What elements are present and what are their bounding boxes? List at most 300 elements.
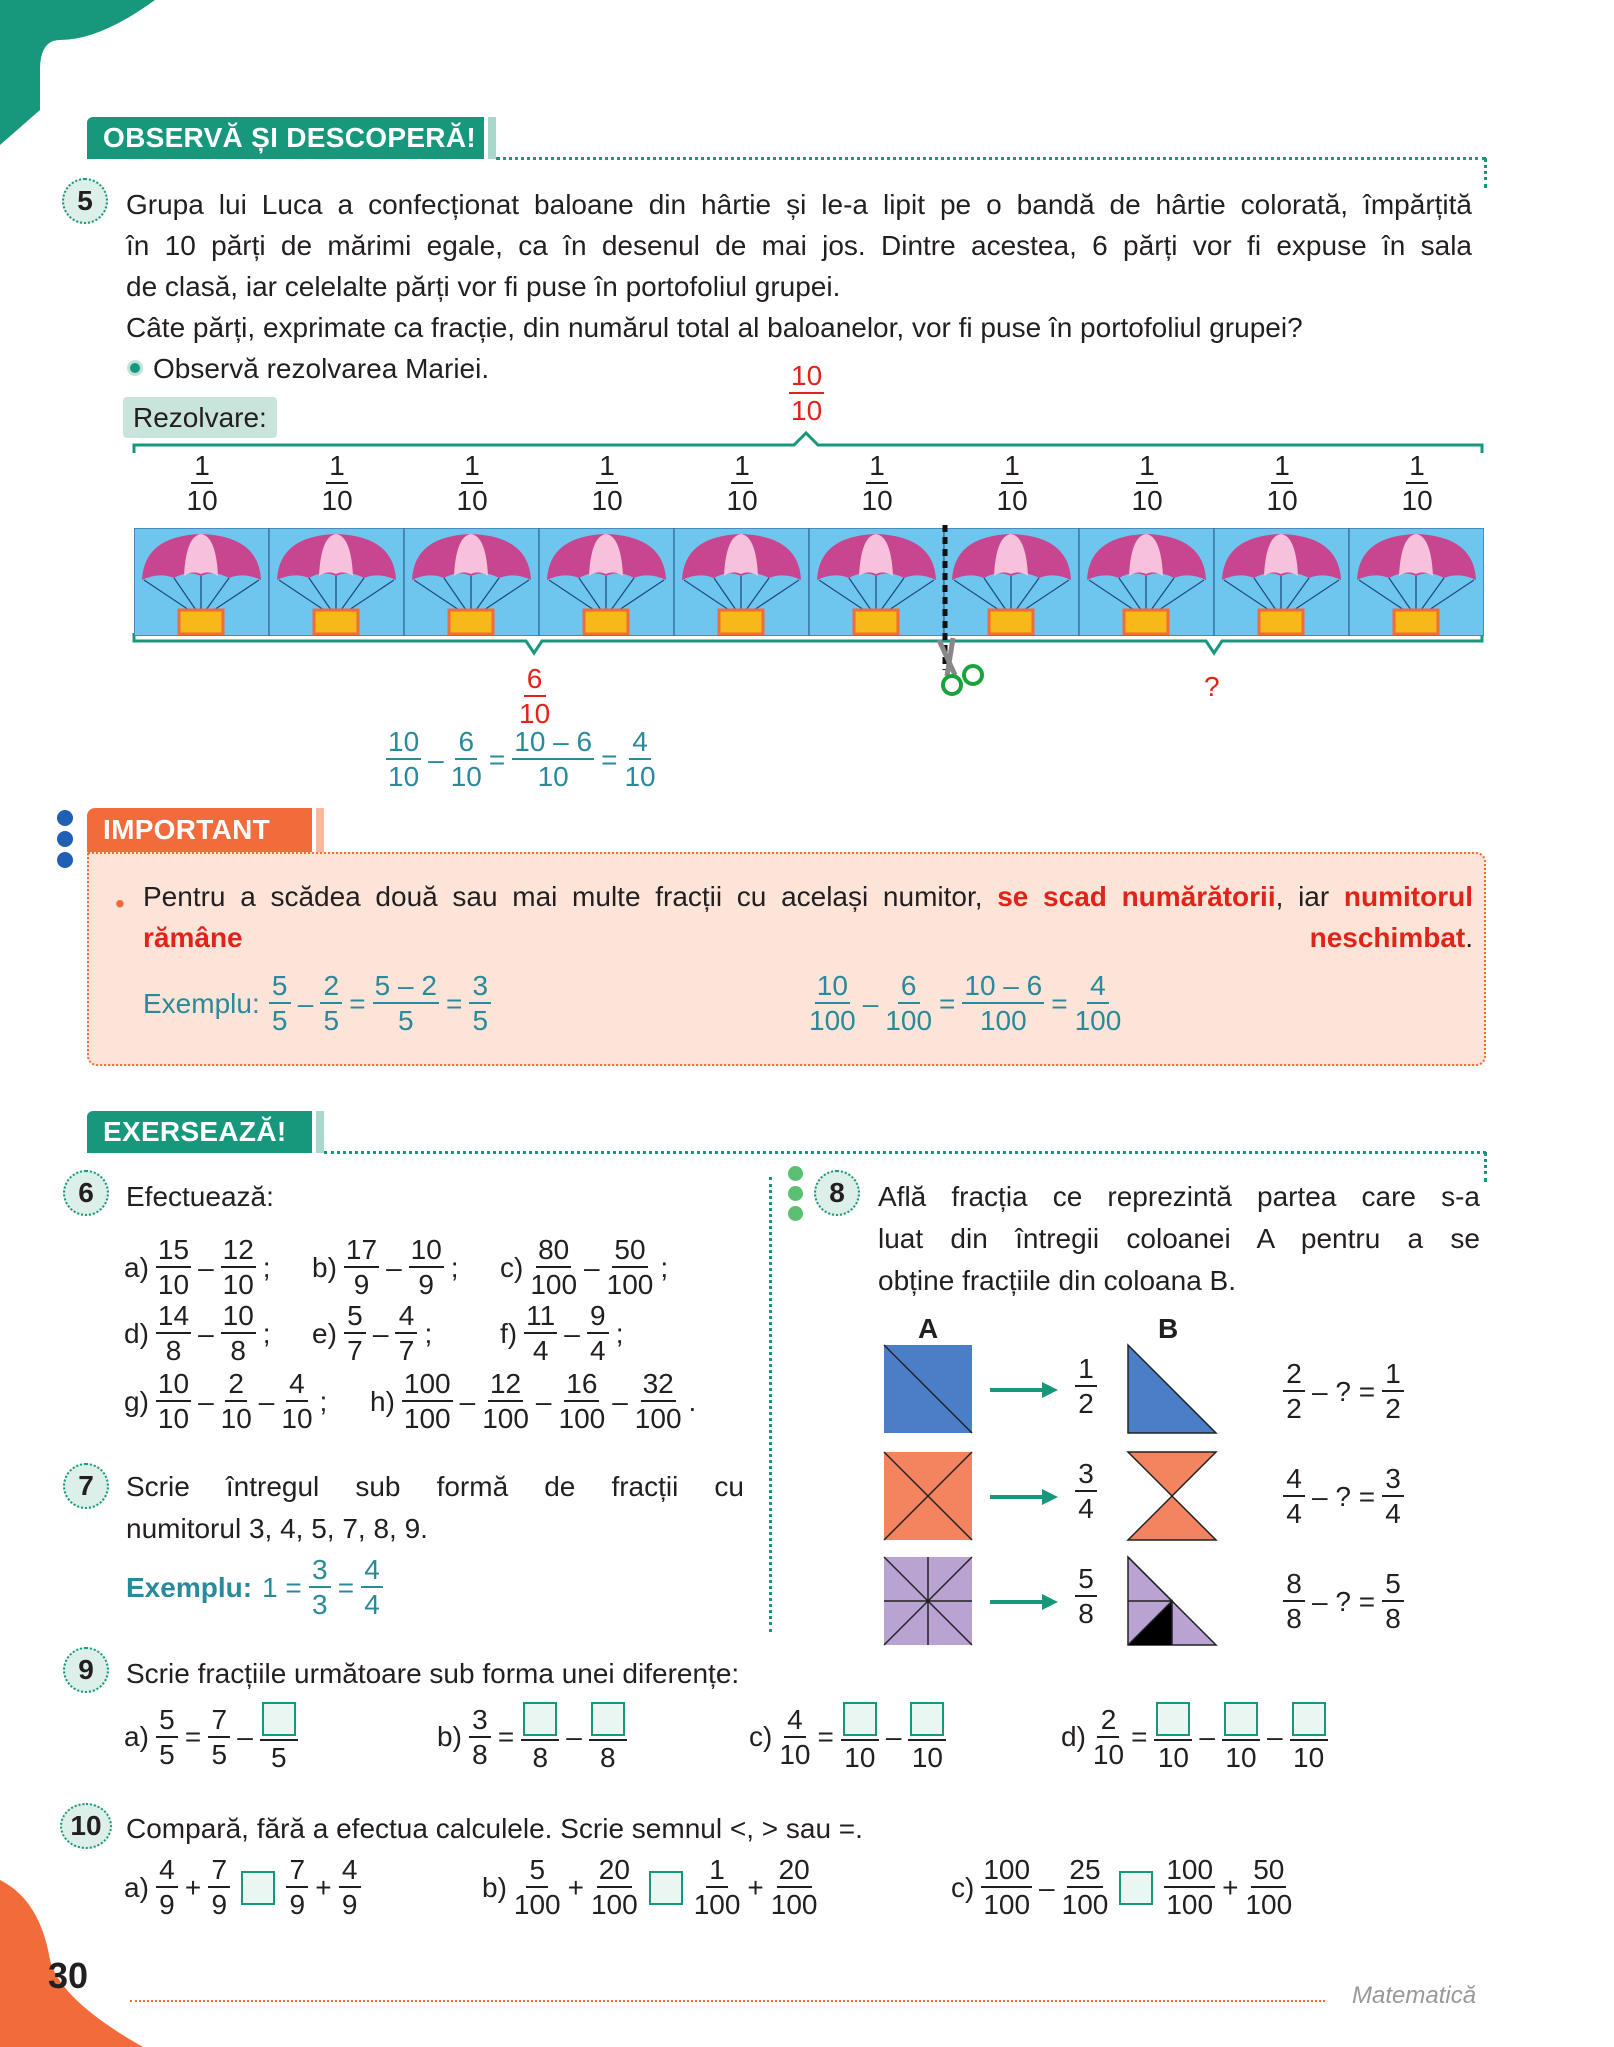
numerator: 1 bbox=[1271, 452, 1293, 484]
fraction bbox=[221, 1302, 256, 1365]
operator: = bbox=[445, 987, 463, 1019]
column-divider bbox=[769, 1177, 772, 1632]
operator: – bbox=[564, 1317, 580, 1349]
p9-item-b bbox=[437, 1702, 630, 1772]
operator: + bbox=[315, 1871, 332, 1903]
fraction bbox=[1267, 452, 1298, 515]
p10-title: Compară, fără a efectua calculele. Scrie semnul <, > sau =. bbox=[126, 1813, 863, 1844]
numerator: 12 bbox=[488, 1370, 523, 1402]
fraction bbox=[841, 1702, 879, 1772]
operator: – bbox=[584, 1251, 600, 1283]
numerator: 6 bbox=[898, 972, 920, 1004]
balloon-band bbox=[134, 528, 1484, 636]
fraction bbox=[309, 1556, 331, 1619]
denominator: 4 bbox=[1385, 1498, 1401, 1529]
numerator: 3 bbox=[309, 1556, 331, 1588]
denominator: 8 bbox=[165, 1335, 182, 1366]
fraction bbox=[286, 1856, 308, 1919]
denominator: 2 bbox=[1385, 1393, 1401, 1424]
p8-line: Află fracția ce reprezintă partea care s-a bbox=[878, 1181, 1480, 1212]
fraction bbox=[592, 452, 623, 515]
part-fraction bbox=[1264, 452, 1301, 515]
denominator: 100 bbox=[1245, 1889, 1293, 1920]
p8-equation-1 bbox=[1280, 1360, 1407, 1423]
numerator: 3 bbox=[469, 972, 491, 1004]
column-b-label: B bbox=[1158, 1313, 1179, 1344]
fraction bbox=[635, 1370, 682, 1433]
operator: ; bbox=[615, 1317, 624, 1349]
denominator: 10 bbox=[1266, 485, 1298, 516]
denominator: 10 bbox=[222, 1269, 254, 1300]
denominator: 10 bbox=[791, 395, 823, 426]
operator: ; bbox=[450, 1251, 459, 1283]
answer-box[interactable] bbox=[1156, 1702, 1190, 1736]
dots-icon bbox=[788, 1166, 803, 1221]
answer-box[interactable] bbox=[649, 1871, 683, 1905]
numerator: 25 bbox=[1067, 1856, 1102, 1888]
denominator: 8 bbox=[230, 1335, 246, 1366]
denominator: 10 bbox=[624, 761, 656, 792]
fraction bbox=[624, 728, 655, 791]
numerator: 1 bbox=[706, 1856, 728, 1888]
operator: – bbox=[459, 1385, 476, 1417]
fraction bbox=[208, 1856, 230, 1919]
p7-line: numitorul 3, 4, 5, 7, 8, 9. bbox=[126, 1513, 428, 1544]
operator: – bbox=[566, 1721, 582, 1752]
fraction bbox=[156, 1236, 191, 1299]
numerator: 11 bbox=[524, 1302, 557, 1334]
total-fraction bbox=[786, 362, 827, 425]
numerator: 1 bbox=[461, 452, 483, 484]
denominator: 5 bbox=[271, 1742, 287, 1773]
fraction bbox=[1132, 452, 1163, 515]
operator: – bbox=[535, 1385, 552, 1417]
fraction bbox=[1245, 1856, 1292, 1919]
denominator: 10 bbox=[861, 485, 893, 516]
fraction bbox=[591, 1856, 638, 1919]
operator: – bbox=[612, 1385, 628, 1417]
p9-item-a bbox=[124, 1702, 301, 1772]
fraction bbox=[589, 1702, 627, 1772]
numerator: 10 bbox=[386, 728, 421, 760]
denominator: 7 bbox=[347, 1335, 363, 1366]
answer-box[interactable] bbox=[241, 1871, 275, 1905]
rule-text bbox=[143, 876, 1473, 958]
denominator: 9 bbox=[289, 1889, 306, 1920]
fraction bbox=[469, 972, 491, 1035]
p6-item-b bbox=[312, 1236, 463, 1299]
item-label: a) bbox=[124, 1251, 149, 1283]
denominator: 10 bbox=[388, 761, 420, 792]
numerator: 5 – 2 bbox=[373, 972, 439, 1004]
operator: – ? = bbox=[1312, 1375, 1376, 1407]
numerator: 2 bbox=[1097, 1706, 1119, 1738]
scissors-icon bbox=[925, 520, 1005, 700]
part-fraction bbox=[724, 452, 761, 515]
numerator: 1 bbox=[1075, 1355, 1097, 1387]
answer-box[interactable] bbox=[523, 1702, 557, 1736]
numerator: 4 bbox=[339, 1856, 361, 1888]
fraction bbox=[514, 1856, 561, 1919]
part-fraction bbox=[1399, 452, 1436, 515]
operator: – bbox=[297, 987, 314, 1019]
fraction bbox=[395, 1302, 417, 1365]
numerator: 10 – 6 bbox=[962, 972, 1044, 1004]
fraction bbox=[339, 1856, 361, 1919]
exercise-number-7: 7 bbox=[63, 1463, 109, 1509]
numerator: 4 bbox=[1283, 1465, 1305, 1497]
numerator bbox=[1154, 1702, 1192, 1741]
fraction bbox=[322, 452, 353, 515]
p9-title: Scrie fracțiile următoare sub forma unei diferențe: bbox=[126, 1658, 740, 1689]
fraction bbox=[386, 728, 421, 791]
divider bbox=[496, 157, 1486, 160]
operator: = bbox=[1051, 987, 1068, 1019]
parachute-balloon-icon bbox=[809, 528, 944, 636]
denominator: 100 bbox=[1166, 1889, 1214, 1920]
operator: – bbox=[386, 1251, 402, 1283]
numerator: 3 bbox=[1075, 1460, 1097, 1492]
footer-divider bbox=[130, 2000, 1325, 2002]
divider bbox=[1484, 1152, 1487, 1182]
operator: ; bbox=[319, 1385, 328, 1417]
fraction bbox=[281, 1370, 312, 1433]
answer-box[interactable] bbox=[1292, 1702, 1326, 1736]
denominator: 10 bbox=[779, 1738, 811, 1770]
denominator: 10 bbox=[1131, 485, 1163, 516]
fraction bbox=[981, 1856, 1032, 1919]
operator: – bbox=[1267, 1721, 1283, 1752]
p9-item-d bbox=[1061, 1702, 1331, 1772]
item-label: g) bbox=[124, 1385, 149, 1417]
denominator: 4 bbox=[364, 1589, 380, 1620]
numerator: 1 bbox=[731, 452, 753, 484]
numerator: 5 bbox=[526, 1856, 548, 1888]
p5-equation bbox=[383, 728, 659, 791]
operator: – ? = bbox=[1312, 1480, 1376, 1512]
operator: – bbox=[428, 743, 444, 775]
denominator: 100 bbox=[979, 1005, 1027, 1036]
numerator: 100 bbox=[981, 1856, 1032, 1888]
exercise-number-5: 5 bbox=[62, 178, 108, 224]
denominator: 7 bbox=[398, 1335, 415, 1366]
fraction bbox=[1283, 1465, 1305, 1528]
fraction bbox=[587, 1302, 609, 1365]
numerator: 7 bbox=[286, 1856, 308, 1888]
divider bbox=[1484, 158, 1487, 188]
numerator bbox=[589, 1702, 627, 1741]
operator: – bbox=[885, 1721, 902, 1752]
part-fraction bbox=[184, 452, 221, 515]
operator: – ? = bbox=[1312, 1585, 1376, 1617]
fraction bbox=[908, 1702, 946, 1772]
denominator: 10 bbox=[220, 1403, 252, 1434]
parachute-balloon-icon bbox=[539, 528, 674, 636]
operator: – bbox=[198, 1385, 214, 1417]
p10-item-b bbox=[482, 1856, 821, 1919]
fraction bbox=[1075, 1565, 1097, 1628]
fraction bbox=[530, 1236, 577, 1299]
operator: = bbox=[939, 987, 956, 1019]
fraction bbox=[156, 1302, 191, 1365]
fraction bbox=[402, 1370, 453, 1433]
denominator: 5 bbox=[472, 1005, 489, 1036]
fraction bbox=[862, 452, 893, 515]
numerator: 5 bbox=[156, 1706, 178, 1738]
numerator: 4 bbox=[784, 1706, 806, 1738]
p9-item-c bbox=[749, 1702, 949, 1772]
fraction bbox=[1154, 1702, 1192, 1772]
fraction bbox=[156, 1370, 191, 1433]
numerator: 1 bbox=[1136, 452, 1158, 484]
numerator: 1 bbox=[866, 452, 888, 484]
answer-box[interactable] bbox=[1224, 1702, 1258, 1736]
denominator: 2 bbox=[1286, 1393, 1302, 1424]
numerator bbox=[841, 1702, 879, 1741]
denominator: 10 bbox=[1293, 1742, 1325, 1773]
rule-highlight: se scad numărătorii bbox=[997, 881, 1276, 912]
item-label: a) bbox=[124, 1871, 149, 1903]
numerator: 5 bbox=[1075, 1565, 1097, 1597]
denominator: 2 bbox=[1078, 1388, 1094, 1419]
fraction bbox=[457, 452, 488, 515]
denominator: 10 bbox=[911, 1742, 943, 1773]
fraction bbox=[1283, 1570, 1305, 1633]
denominator: 8 bbox=[1078, 1598, 1094, 1629]
fraction bbox=[221, 1370, 252, 1433]
denominator: 8 bbox=[600, 1742, 616, 1773]
operator: + bbox=[1222, 1871, 1239, 1903]
denominator: 100 bbox=[1061, 1889, 1109, 1920]
denominator: 100 bbox=[590, 1889, 638, 1920]
denominator: 10 bbox=[996, 485, 1028, 516]
numerator bbox=[260, 1702, 298, 1741]
fraction bbox=[1062, 1856, 1109, 1919]
fraction bbox=[789, 362, 824, 425]
denominator: 9 bbox=[341, 1889, 358, 1920]
fraction bbox=[221, 1236, 256, 1299]
item-label: d) bbox=[124, 1317, 149, 1349]
example-expression bbox=[258, 1556, 386, 1619]
operator: – bbox=[1199, 1721, 1215, 1752]
denominator: 3 bbox=[311, 1589, 328, 1620]
denominator: 10 bbox=[1225, 1742, 1257, 1773]
p5-line: Grupa lui Luca a confecționat baloane din hârtie și le-a lipit pe o bandă de hârtie colorată, împărțită bbox=[126, 189, 1472, 220]
denominator: 10 bbox=[157, 1269, 190, 1300]
numerator: 50 bbox=[612, 1236, 647, 1268]
fraction bbox=[482, 1370, 529, 1433]
fraction bbox=[512, 728, 594, 791]
p8-result-3 bbox=[1072, 1565, 1100, 1628]
fraction bbox=[694, 1856, 741, 1919]
answer-box[interactable] bbox=[591, 1702, 625, 1736]
numerator: 4 bbox=[395, 1302, 417, 1334]
operator: = bbox=[601, 743, 618, 775]
denominator: 100 bbox=[558, 1403, 606, 1434]
bullet-icon: • bbox=[115, 888, 125, 919]
operator: – bbox=[258, 1385, 275, 1417]
divider bbox=[324, 1151, 1486, 1154]
p6-item-d bbox=[124, 1302, 275, 1365]
fraction bbox=[260, 1702, 298, 1772]
fraction bbox=[997, 452, 1028, 515]
fraction bbox=[1382, 1570, 1404, 1633]
fraction bbox=[451, 728, 482, 791]
exercise-number-10: 10 bbox=[60, 1803, 112, 1849]
operator: 1 = bbox=[262, 1571, 302, 1603]
p5-line: Câte părți, exprimate ca fracție, din numărul total al baloanelor, vor fi puse în portofoliul grupei? bbox=[126, 312, 1303, 343]
operator: ; bbox=[262, 1317, 271, 1349]
p8-line: obține fracțiile din coloana B. bbox=[878, 1265, 1236, 1296]
numerator: 2 bbox=[320, 972, 342, 1004]
p10-item-a bbox=[124, 1856, 364, 1919]
p8-line: luat din întregii coloanei A pentru a se bbox=[878, 1223, 1480, 1254]
p8-result-2 bbox=[1072, 1460, 1100, 1523]
denominator: 10 bbox=[450, 761, 482, 792]
item-label: c) bbox=[500, 1251, 524, 1283]
fraction bbox=[269, 972, 291, 1035]
item-label: f) bbox=[500, 1317, 518, 1349]
fraction bbox=[1075, 972, 1122, 1035]
numerator: 5 bbox=[344, 1302, 366, 1334]
numerator: 17 bbox=[344, 1236, 379, 1268]
p6-title: Efectuează: bbox=[126, 1181, 274, 1212]
denominator: 5 bbox=[323, 1005, 340, 1036]
item-label: c) bbox=[749, 1721, 773, 1752]
fraction bbox=[1382, 1465, 1404, 1528]
denominator: 10 bbox=[519, 698, 551, 729]
numerator: 50 bbox=[1251, 1856, 1286, 1888]
numerator: 12 bbox=[221, 1236, 256, 1268]
numerator bbox=[908, 1702, 946, 1741]
fraction bbox=[469, 1703, 491, 1770]
numerator: 2 bbox=[225, 1370, 247, 1402]
numerator: 6 bbox=[455, 728, 477, 760]
numerator: 10 bbox=[815, 972, 850, 1004]
fraction bbox=[809, 972, 856, 1035]
section-observe-header: OBSERVĂ ȘI DESCOPERĂ! bbox=[87, 117, 484, 159]
answer-box[interactable] bbox=[1119, 1871, 1153, 1905]
part-fraction bbox=[589, 452, 626, 515]
item-label: b) bbox=[437, 1721, 462, 1752]
denominator: 9 bbox=[211, 1889, 228, 1920]
rule-example-1 bbox=[143, 972, 494, 1035]
denominator: 9 bbox=[418, 1269, 434, 1300]
p8-equation-2 bbox=[1280, 1465, 1407, 1528]
numerator: 10 bbox=[409, 1236, 444, 1268]
operator: = bbox=[1131, 1721, 1148, 1752]
denominator: 10 bbox=[726, 485, 758, 516]
part-fraction bbox=[859, 452, 896, 515]
fraction bbox=[156, 1703, 178, 1770]
fraction bbox=[1075, 1355, 1097, 1418]
fraction bbox=[521, 1702, 559, 1772]
fraction bbox=[1382, 1360, 1404, 1423]
denominator: 9 bbox=[159, 1889, 175, 1920]
operator: ; bbox=[660, 1251, 669, 1283]
numerator: 4 bbox=[361, 1556, 383, 1588]
numerator: 3 bbox=[1382, 1465, 1404, 1497]
numerator bbox=[1222, 1702, 1260, 1741]
denominator: 8 bbox=[1385, 1603, 1401, 1634]
numerator: 7 bbox=[208, 1706, 230, 1738]
denominator: 100 bbox=[1074, 1005, 1122, 1036]
fraction bbox=[409, 1236, 444, 1299]
parachute-balloon-icon bbox=[1349, 528, 1484, 636]
numerator: 16 bbox=[564, 1370, 599, 1402]
numerator: 4 bbox=[629, 728, 651, 760]
denominator: 100 bbox=[482, 1403, 529, 1434]
denominator: 100 bbox=[530, 1269, 578, 1300]
fraction bbox=[727, 452, 758, 515]
fraction bbox=[1283, 1360, 1305, 1423]
fraction bbox=[885, 972, 932, 1035]
fraction bbox=[771, 1856, 818, 1919]
exercise-number-6: 6 bbox=[63, 1170, 109, 1216]
denominator: 10 bbox=[591, 485, 623, 516]
rule-text-part: Pentru a scădea două sau mai multe fracții cu același numitor, bbox=[143, 881, 998, 912]
numerator: 5 bbox=[1382, 1570, 1404, 1602]
operator: – bbox=[237, 1721, 253, 1752]
answer-box[interactable] bbox=[262, 1702, 296, 1736]
denominator: 100 bbox=[983, 1889, 1031, 1920]
denominator: 100 bbox=[634, 1403, 682, 1434]
denominator: 100 bbox=[693, 1889, 741, 1920]
operator: ; bbox=[424, 1317, 433, 1349]
answer-box[interactable] bbox=[910, 1702, 944, 1736]
numerator: 10 – 6 bbox=[512, 728, 594, 760]
denominator: 10 bbox=[1092, 1738, 1125, 1770]
shape-b-three-quarters bbox=[1128, 1452, 1216, 1540]
p6-item-g bbox=[124, 1370, 331, 1433]
fraction bbox=[208, 1703, 230, 1770]
denominator: 5 bbox=[211, 1738, 228, 1770]
answer-box[interactable] bbox=[843, 1702, 877, 1736]
numerator: 15 bbox=[156, 1236, 191, 1268]
denominator: 4 bbox=[1286, 1498, 1302, 1529]
numerator: 10 bbox=[156, 1370, 191, 1402]
numerator: 8 bbox=[1283, 1570, 1305, 1602]
numerator: 7 bbox=[208, 1856, 230, 1888]
numerator: 1 bbox=[326, 452, 348, 484]
numerator: 3 bbox=[469, 1706, 491, 1738]
fraction bbox=[1222, 1702, 1260, 1772]
item-label: d) bbox=[1061, 1721, 1086, 1752]
fraction bbox=[607, 1236, 654, 1299]
denominator: 5 bbox=[159, 1738, 175, 1770]
p6-item-f bbox=[500, 1302, 628, 1365]
item-label: a) bbox=[124, 1721, 149, 1752]
fraction bbox=[187, 452, 218, 515]
fraction-shapes bbox=[880, 1340, 1240, 1650]
p6-item-e bbox=[312, 1302, 436, 1365]
p6-item-a bbox=[124, 1236, 275, 1299]
part-fraction bbox=[1129, 452, 1166, 515]
rule-highlight: numitorul rămâne neschimbat bbox=[143, 881, 1473, 953]
operator: + bbox=[184, 1871, 202, 1903]
denominator: 10 bbox=[456, 485, 488, 516]
parachute-balloon-icon bbox=[674, 528, 809, 636]
denominator: 100 bbox=[606, 1269, 654, 1300]
fraction bbox=[361, 1556, 383, 1619]
denominator: 5 bbox=[271, 1005, 288, 1036]
fraction bbox=[344, 1236, 379, 1299]
operator: – bbox=[862, 987, 879, 1019]
numerator: 20 bbox=[777, 1856, 812, 1888]
operator: – bbox=[198, 1317, 214, 1349]
fraction bbox=[1402, 452, 1433, 515]
fraction bbox=[1092, 1703, 1125, 1770]
